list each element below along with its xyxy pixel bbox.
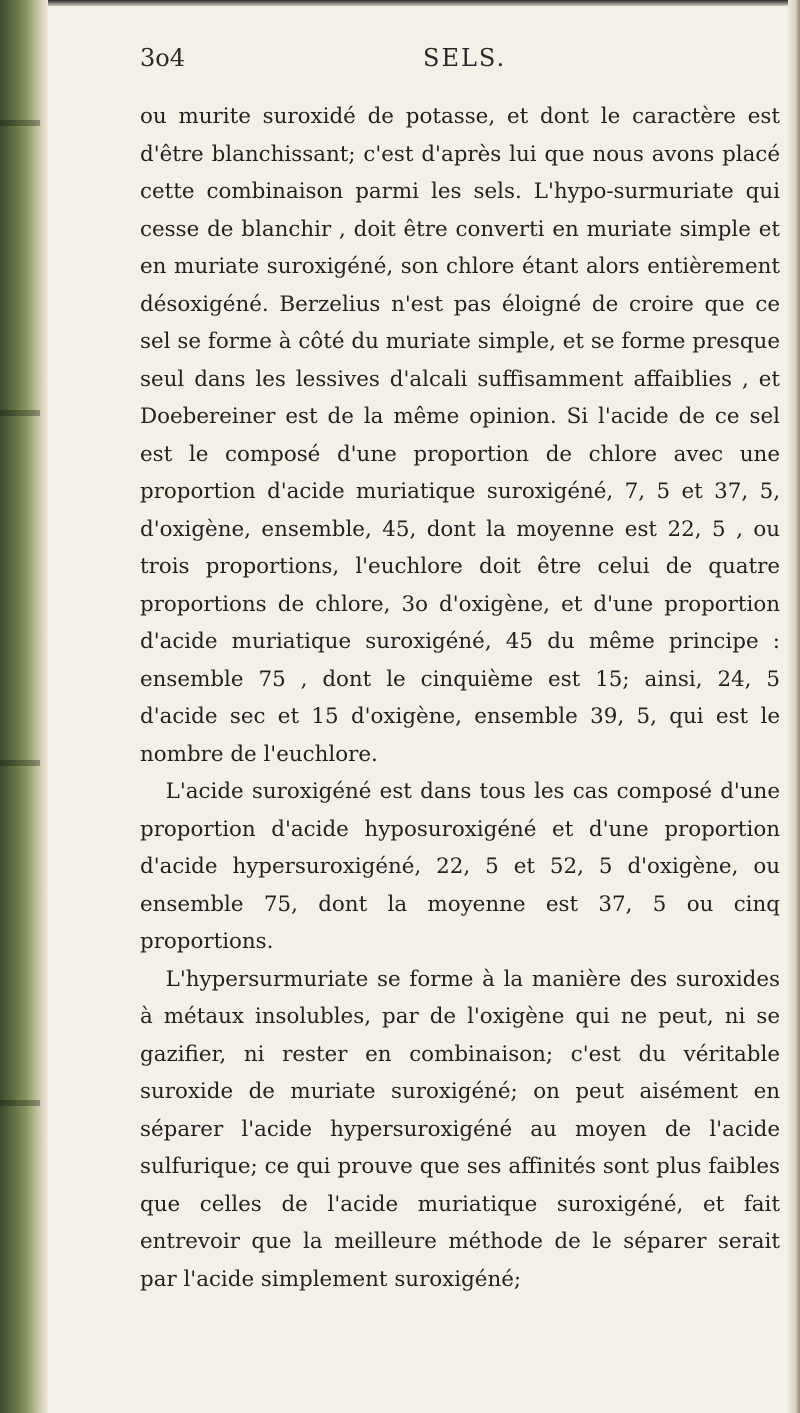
paragraph: L'hypersurmuriate se forme à la manière des suroxides à métaux insolubles, par de l'oxigène qui ne peut, ni se gazifier, ni rester en combinaison; c'est du véritable suroxide de muriate suroxigéné; on peut aisément en séparer l'acide hypersuroxigéné au moyen de l'acide sulfurique; ce qui prouve que ses affinités sont plus faibles que celles de l'acide muriatique suroxigéné, et fait entrevoir que la meilleure méthode de le séparer serait par l'acide simplement suroxigéné; <box>140 966 780 1292</box>
binding-stripe <box>0 120 40 126</box>
book-binding-edge <box>0 0 48 1413</box>
paragraph: L'acide suroxigéné est dans tous les cas composé d'une proportion d'acide hyposuroxigéné et d'une proportion d'acide hypersuroxigéné, 22, 5 et 52, 5 d'oxigène, ou ensemble 75, dont la moyenne est 37, 5 ou cinq proportions. <box>140 779 780 954</box>
page-number: 3o4 <box>140 44 185 72</box>
binding-stripe <box>0 760 40 766</box>
page-top-edge <box>48 0 800 6</box>
page-header <box>140 44 780 84</box>
body-text <box>140 98 780 1298</box>
binding-stripe <box>0 1100 40 1106</box>
binding-stripe <box>0 410 40 416</box>
page-right-edge <box>788 0 800 1413</box>
paragraph: ou murite suroxidé de potasse, et dont le caractère est d'être blanchissant; c'est d'après lui que nous avons placé cette combinaison parmi les sels. L'hypo-surmuriate qui cesse de blanchir , doit être converti en muriate simple et en muriate suroxigéné, son chlore étant alors entièrement désoxigéné. Berzelius n'est pas éloigné de croire que ce sel se forme à côté du muriate simple, et se forme presque seul dans les lessives d'alcali suffisamment affaiblies , et Doebereiner est de la même opinion. Si l'acide de ce sel est le composé d'une proportion de chlore avec une proportion d'acide muriatique suroxigéné, 7, 5 et 37, 5, d'oxigène, ensemble, 45, dont la moyenne est 22, 5 , ou trois proportions, l'euchlore doit être celui de quatre proportions de chlore, 3o d'oxigène, et d'une proportion d'acide muriatique suroxigéné, 45 du même principe : ensemble 75 , dont le cinquième est 15; ainsi, 24, 5 d'acide sec et 15 d'oxigène, ensemble 39, 5, qui est le nombre de l'euchlore. <box>140 104 780 767</box>
running-head: SELS. <box>423 44 507 72</box>
